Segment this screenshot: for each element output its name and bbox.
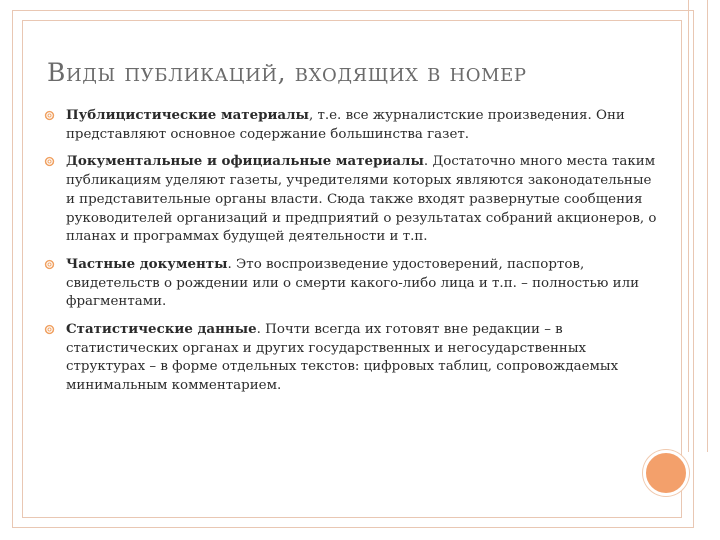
item-lead: Документальные и официальные материалы (66, 153, 424, 170)
item-text: . Почти всегда их готовят вне редакции – в статистических органах и других государственных и негосударственных структурах – в форме отдельных текстов: цифровых таблиц, сопровождаемых минимальным комментарием. (66, 322, 619, 394)
circle-bullet-icon (44, 110, 55, 121)
item-text: . Достаточно много места таким публикациям уделяют газеты, учредителями которых являются законодательные и представительные органы власти. Сюда также входят развернутые сообщения руководителей организаций и предприятий о результатах собраний акционеров, о планах и программах будущей деятельности и т.п. (66, 154, 657, 245)
circle-bullet-icon (44, 324, 55, 335)
item-text: , т.е. все журналистские произведения. Они представляют основное содержание большинства газет. (66, 108, 625, 142)
list-item (44, 106, 664, 144)
slide-title: Виды публикаций, входящих в номер (47, 58, 527, 87)
item-lead: Публицистические материалы (66, 107, 309, 123)
circle-bullet-icon (44, 156, 55, 167)
list-item (44, 320, 664, 396)
item-lead: Частные документы (66, 255, 228, 272)
item-text: . Это воспроизведение удостоверений, паспортов, свидетельств о рождении или о смерти какого-либо лица и т.п. – полностью или фрагментами. (66, 256, 640, 310)
frame-vertical-line-outer (707, 0, 708, 452)
circle-bullet-icon (44, 259, 55, 270)
frame-vertical-line (688, 0, 689, 452)
list-item (44, 152, 664, 247)
decorative-circle (643, 450, 689, 496)
bullet-list (44, 106, 664, 396)
list-item (44, 255, 664, 312)
item-lead: Статистические данные (66, 321, 257, 338)
